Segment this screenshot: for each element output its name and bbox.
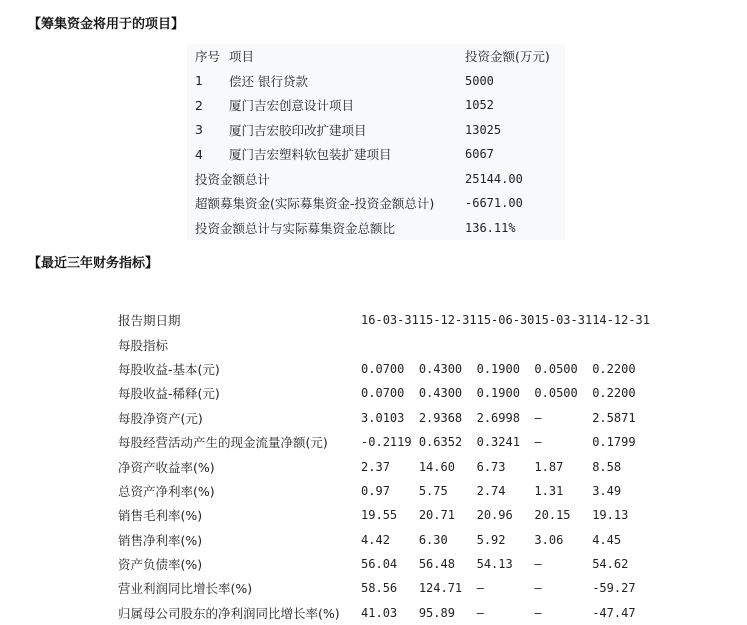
- metric-label: 每股收益-基本(元): [118, 361, 220, 377]
- project-amount: 5000: [465, 73, 494, 88]
- metric-label: 净资产收益率(%): [118, 459, 215, 475]
- metric-value: 4.42: [361, 532, 390, 547]
- metric-value: 95.89: [418, 605, 455, 620]
- metric-value: 6.73: [476, 459, 506, 474]
- summary-row: [187, 191, 565, 216]
- projects-table: [187, 44, 565, 240]
- table-row: [110, 479, 650, 503]
- summary-row: [187, 216, 565, 241]
- project-amount: 6067: [465, 147, 494, 162]
- project-name: 厦门吉宏创意设计项目: [229, 98, 355, 114]
- metric-value: 56.04: [361, 557, 398, 572]
- metric-value: 2.6998: [476, 410, 520, 425]
- table-row: [110, 528, 650, 552]
- metric-value: 41.03: [361, 605, 398, 620]
- group-row: [110, 332, 650, 356]
- table-row: [110, 430, 650, 454]
- metric-value: 20.15: [534, 508, 571, 523]
- metric-value: 3.0103: [361, 410, 405, 425]
- metric-value: 0.1900: [476, 361, 520, 376]
- table-row: [110, 601, 650, 625]
- metric-value: 6.30: [418, 532, 448, 547]
- summary-value: 136.11%: [465, 220, 516, 235]
- metric-value: 3.06: [534, 532, 564, 547]
- table-row: [110, 576, 650, 600]
- metric-value: 20.96: [476, 508, 513, 523]
- table-header-row: [187, 44, 565, 69]
- metric-value: 56.48: [418, 557, 455, 572]
- metric-label: 营业利润同比增长率(%): [118, 581, 253, 597]
- project-amount: 13025: [465, 122, 502, 137]
- project-no: 3: [195, 122, 203, 138]
- financials-table: [110, 308, 650, 625]
- project-name: 厦门吉宏塑料软包装扩建项目: [229, 147, 392, 163]
- metric-label: 每股收益-稀释(元): [118, 386, 220, 402]
- metric-value: -0.2119: [361, 435, 412, 450]
- project-no: 1: [195, 73, 203, 89]
- metric-label: 销售毛利率(%): [118, 508, 203, 524]
- project-amount: 1052: [465, 98, 494, 113]
- project-no: 2: [195, 97, 203, 113]
- metric-value: 19.13: [592, 508, 629, 523]
- metric-value: 14.60: [418, 459, 455, 474]
- summary-value: 25144.00: [465, 171, 523, 186]
- table-row: [187, 69, 565, 94]
- table-row: [187, 142, 565, 167]
- metric-label: 资产负债率(%): [118, 557, 203, 573]
- group-label: 每股指标: [118, 337, 169, 353]
- metric-value: —: [534, 581, 542, 596]
- metric-label: 每股净资产(元): [118, 410, 203, 426]
- metric-value: 19.55: [361, 508, 398, 523]
- metric-value: 1.87: [534, 459, 564, 474]
- metric-label: 总资产净利率(%): [118, 483, 215, 499]
- metric-value: —: [534, 605, 542, 620]
- summary-label: 投资金额总计与实际募集资金总额比: [195, 220, 396, 236]
- metric-value: 20.71: [418, 508, 455, 523]
- metric-value: 8.58: [592, 459, 622, 474]
- metric-value: —: [534, 435, 542, 450]
- section-title-projects: 【筹集资金将用于的项目】: [28, 17, 185, 32]
- metric-label: 销售净利率(%): [118, 532, 203, 548]
- metric-value: 124.71: [418, 581, 463, 596]
- metric-value: —: [476, 581, 484, 596]
- metric-value: 54.13: [476, 557, 513, 572]
- summary-row: [187, 167, 565, 192]
- metric-value: 4.45: [592, 532, 622, 547]
- metric-value: 0.4300: [418, 386, 463, 401]
- header-no: 序号: [195, 49, 221, 65]
- metric-value: -59.27: [592, 581, 636, 596]
- project-no: 4: [195, 146, 203, 162]
- metric-value: —: [476, 605, 484, 620]
- section-title-financials: 【最近三年财务指标】: [28, 256, 159, 271]
- table-row: [110, 503, 650, 527]
- metric-value: 0.4300: [418, 361, 463, 376]
- metric-value: 2.9368: [418, 410, 463, 425]
- summary-label: 投资金额总计: [195, 171, 271, 187]
- metric-label: 每股经营活动产生的现金流量净额(元): [118, 435, 328, 451]
- metric-label: 归属母公司股东的净利润同比增长率(%): [118, 605, 340, 621]
- metric-value: —: [534, 557, 542, 572]
- table-row: [110, 552, 650, 576]
- metric-value: 0.6352: [418, 435, 463, 450]
- table-row: [110, 381, 650, 405]
- metric-value: 0.2200: [592, 386, 636, 401]
- metric-value: 0.97: [361, 483, 390, 498]
- metric-value: 54.62: [592, 557, 629, 572]
- metric-value: 3.49: [592, 483, 622, 498]
- metric-value: 2.37: [361, 459, 390, 474]
- metric-value: 0.0500: [534, 386, 578, 401]
- period-dates: 16-03-3115-12-3115-06-3015-03-3114-12-31: [361, 313, 650, 328]
- metric-value: 5.75: [418, 483, 448, 498]
- table-row: [187, 93, 565, 118]
- header-name: 项目: [229, 49, 255, 65]
- financials-rows: [110, 357, 650, 625]
- metric-value: 0.0500: [534, 361, 578, 376]
- metric-value: 1.31: [534, 483, 564, 498]
- metric-value: 2.5871: [592, 410, 636, 425]
- metric-value: 0.0700: [361, 386, 405, 401]
- metric-value: 5.92: [476, 532, 506, 547]
- metric-value: —: [534, 410, 542, 425]
- table-row: [110, 454, 650, 478]
- project-name: 偿还 银行贷款: [229, 73, 308, 89]
- summary-label: 超额募集资金(实际募集资金-投资金额总计): [195, 196, 435, 212]
- summary-value: -6671.00: [465, 196, 523, 211]
- metric-value: -47.47: [592, 605, 636, 620]
- project-name: 厦门吉宏胶印改扩建项目: [229, 122, 367, 138]
- table-row: [110, 406, 650, 430]
- table-row: [110, 357, 650, 381]
- table-row: [187, 118, 565, 143]
- metric-value: 0.0700: [361, 361, 405, 376]
- metric-value: 0.2200: [592, 361, 636, 376]
- metric-value: 0.1799: [592, 435, 636, 450]
- metric-value: 0.1900: [476, 386, 520, 401]
- header-amount: 投资金额(万元): [465, 49, 550, 65]
- metric-value: 0.3241: [476, 435, 520, 450]
- period-row: [110, 308, 650, 332]
- metric-value: 58.56: [361, 581, 398, 596]
- period-label: 报告期日期: [118, 313, 181, 329]
- metric-value: 2.74: [476, 483, 506, 498]
